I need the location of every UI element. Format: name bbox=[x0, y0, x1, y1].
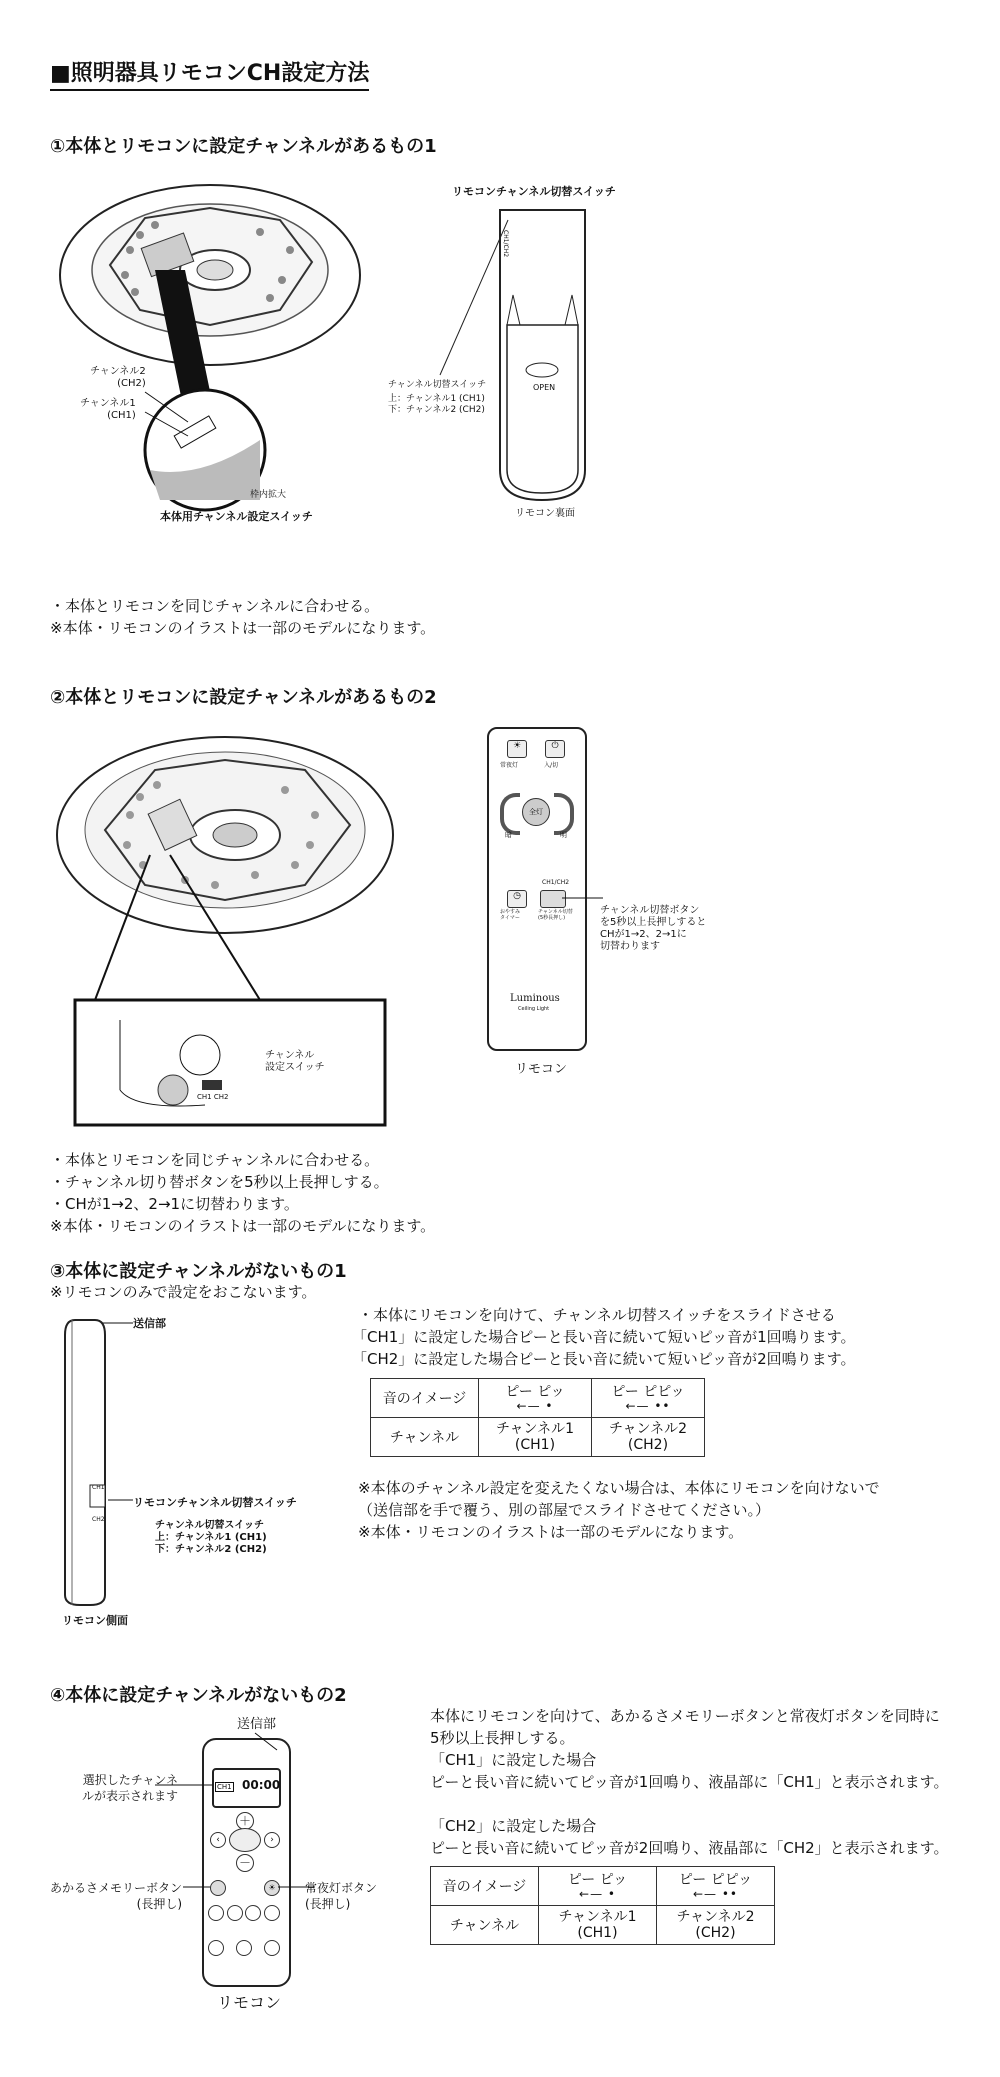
night-button-label: 常夜灯ボタン (長押し) bbox=[305, 1881, 378, 1911]
s3-leader-lines bbox=[100, 1318, 135, 1518]
s4-text-4: ピーと長い音に続いてピッ音が1回鳴り、液晶部に「CH1」と表示されます。 bbox=[430, 1773, 949, 1791]
ch2-name: チャンネル2 (CH2) bbox=[592, 1418, 705, 1457]
ch2-sound: ピー ピピッ ←— •• bbox=[657, 1867, 775, 1906]
s2-note-3: ・CHが1→2、2→1に切替わります。 bbox=[50, 1195, 299, 1213]
label-ch2: チャンネル2 (CH2) bbox=[90, 366, 146, 389]
side-sw-down: 下：チャンネル2 (CH2) bbox=[155, 1544, 267, 1555]
s4-text-1: 本体にリモコンを向けて、あかるさメモリーボタンと常夜灯ボタンを同時に bbox=[430, 1707, 940, 1725]
memory-button-label: あかるさメモリーボタン (長押し) bbox=[50, 1881, 183, 1911]
brand-logo: Luminous bbox=[510, 993, 560, 1004]
remote-button-row-1[interactable] bbox=[208, 1905, 280, 1919]
s4-text-2: 5秒以上長押しする。 bbox=[430, 1729, 575, 1747]
side-sw-name: チャンネル切替スイッチ bbox=[155, 1520, 264, 1531]
power-label: 入/切 bbox=[544, 762, 559, 769]
side-switch-label: リモコンチャンネル切替スイッチ bbox=[133, 1496, 297, 1509]
page-title: ■照明器具リモコンCH設定方法 bbox=[50, 56, 369, 91]
selected-channel-label: 選択したチャンネ ルが表示されます bbox=[82, 1773, 179, 1803]
label-ch1: チャンネル1 (CH1) bbox=[80, 398, 136, 421]
full-light-button[interactable]: 全灯 bbox=[522, 798, 550, 826]
channel-switch-label: チャンネル 設定スイッチ bbox=[265, 1050, 325, 1073]
remote-switch-up: 上：チャンネル1 (CH1) bbox=[388, 394, 485, 404]
night-light-button-4[interactable]: ☀ bbox=[264, 1880, 280, 1896]
dim-label: 暗 bbox=[505, 831, 512, 839]
brightness-up-button[interactable]: ＋ bbox=[236, 1812, 254, 1830]
section-3-sub: ※リモコンのみで設定をおこないます。 bbox=[50, 1283, 317, 1301]
section-2-heading: ②本体とリモコンに設定チャンネルがあるもの2 bbox=[50, 687, 437, 708]
s3-note-1: ※本体のチャンネル設定を変えたくない場合は、本体にリモコンを向けないで bbox=[358, 1479, 880, 1497]
side-ch1: CH1 bbox=[92, 1484, 105, 1491]
zoom-label: 枠内拡大 bbox=[250, 490, 287, 500]
ceiling-light-illustration-2 bbox=[55, 735, 395, 1135]
night-light-button[interactable]: ☀ bbox=[507, 740, 527, 758]
lcd-time: 00:00 bbox=[242, 1778, 281, 1792]
remote-switch-down: 下：チャンネル2 (CH2) bbox=[388, 405, 485, 415]
ch1-ch2-label: CH1 CH2 bbox=[197, 1093, 229, 1101]
s4-transmitter-label: 送信部 bbox=[237, 1717, 277, 1732]
brightness-down-button[interactable]: － bbox=[236, 1854, 254, 1872]
callout-line bbox=[560, 890, 605, 910]
side-sw-up: 上：チャンネル1 (CH1) bbox=[155, 1532, 267, 1543]
sleep-timer-label: おやすみ タイマー bbox=[500, 909, 521, 921]
side-ch2: CH2 bbox=[92, 1516, 105, 1523]
s1-note-1: ・本体とリモコンを同じチャンネルに合わせる。 bbox=[50, 597, 380, 615]
ch1-name: チャンネル1 (CH1) bbox=[479, 1418, 592, 1457]
power-button[interactable]: ⏻ bbox=[545, 740, 565, 758]
brand-sub: Ceiling Light bbox=[518, 1006, 550, 1012]
remote-side-caption: リモコン側面 bbox=[62, 1614, 128, 1627]
section-4-heading: ④本体に設定チャンネルがないもの2 bbox=[50, 1685, 347, 1706]
body-switch-caption: 本体用チャンネル設定スイッチ bbox=[160, 510, 313, 523]
s3-text-3: 「CH2」に設定した場合ピーと長い音に続いて短いピッ音が2回鳴ります。 bbox=[352, 1350, 856, 1368]
ch1-sound: ピー ピッ ←— • bbox=[539, 1867, 657, 1906]
channel-label: チャンネル bbox=[371, 1418, 479, 1457]
s2-note-4: ※本体・リモコンのイラストは一部のモデルになります。 bbox=[50, 1217, 436, 1235]
remote-caption-4: リモコン bbox=[217, 1993, 282, 2012]
s3-text-2: 「CH1」に設定した場合ピーと長い音に続いて短いピッ音が1回鳴ります。 bbox=[352, 1328, 856, 1346]
remote-switch-label: チャンネル切替スイッチ bbox=[388, 380, 487, 390]
transmitter-label: 送信部 bbox=[133, 1317, 166, 1330]
s2-note-2: ・チャンネル切り替ボタンを5秒以上長押しする。 bbox=[50, 1173, 389, 1191]
channel-button-callout: チャンネル切替ボタン を5秒以上長押しすると CHが1→2、2→1に 切替わります bbox=[600, 905, 707, 952]
ch1-name: チャンネル1 (CH1) bbox=[539, 1906, 657, 1945]
ch2-sound: ピー ピピッ ←— •• bbox=[592, 1379, 705, 1418]
s1-note-2: ※本体・リモコンのイラストは一部のモデルになります。 bbox=[50, 619, 436, 637]
s4-sound-table bbox=[430, 1866, 775, 1945]
remote-back-caption: リモコン裏面 bbox=[515, 508, 575, 519]
remote-back-illustration bbox=[380, 200, 620, 520]
sleep-timer-button[interactable]: ◷ bbox=[507, 890, 527, 908]
ch12-label: CH1/CH2 bbox=[542, 879, 570, 886]
ch2-name: チャンネル2 (CH2) bbox=[657, 1906, 775, 1945]
remote-button-row-2[interactable] bbox=[208, 1940, 280, 1954]
night-light-label: 常夜灯 bbox=[500, 762, 519, 769]
s4-text-6: 「CH2」に設定した場合 bbox=[430, 1817, 597, 1835]
s3-sound-table bbox=[370, 1378, 705, 1457]
right-button[interactable]: › bbox=[264, 1832, 280, 1848]
s4-leader-lines bbox=[150, 1725, 320, 1905]
dim-button[interactable] bbox=[500, 793, 520, 835]
channel-label: チャンネル bbox=[431, 1906, 539, 1945]
lcd-channel: CH1 bbox=[217, 1783, 232, 1791]
bright-label: 明 bbox=[560, 831, 567, 839]
svg-text:CH1/CH2: CH1/CH2 bbox=[502, 230, 509, 258]
remote-caption-2: リモコン bbox=[515, 1062, 568, 1077]
remote-switch-header: リモコンチャンネル切替スイッチ bbox=[452, 185, 616, 198]
ceiling-light-illustration-1 bbox=[50, 170, 370, 520]
channel-switch-label-remote: チャンネル切替 (5秒長押し) bbox=[538, 909, 573, 921]
ch1-sound: ピー ピッ ←— • bbox=[479, 1379, 592, 1418]
s2-note-1: ・本体とリモコンを同じチャンネルに合わせる。 bbox=[50, 1151, 380, 1169]
s3-note-3: ※本体・リモコンのイラストは一部のモデルになります。 bbox=[358, 1523, 744, 1541]
sound-image-label: 音のイメージ bbox=[371, 1379, 479, 1418]
s4-text-3: 「CH1」に設定した場合 bbox=[430, 1751, 597, 1769]
sound-image-label: 音のイメージ bbox=[431, 1867, 539, 1906]
open-label: OPEN bbox=[533, 383, 556, 392]
section-3-heading: ③本体に設定チャンネルがないもの1 bbox=[50, 1261, 347, 1282]
section-1-heading: ①本体とリモコンに設定チャンネルがあるもの1 bbox=[50, 136, 437, 157]
s4-text-7: ピーと長い音に続いてピッ音が2回鳴り、液晶部に「CH2」と表示されます。 bbox=[430, 1839, 949, 1857]
s3-note-2: （送信部を手で覆う、別の部屋でスライドさせてください。） bbox=[358, 1501, 771, 1519]
left-button[interactable]: ‹ bbox=[210, 1832, 226, 1848]
s3-text-1: ・本体にリモコンを向けて、チャンネル切替スイッチをスライドさせる bbox=[358, 1306, 836, 1324]
